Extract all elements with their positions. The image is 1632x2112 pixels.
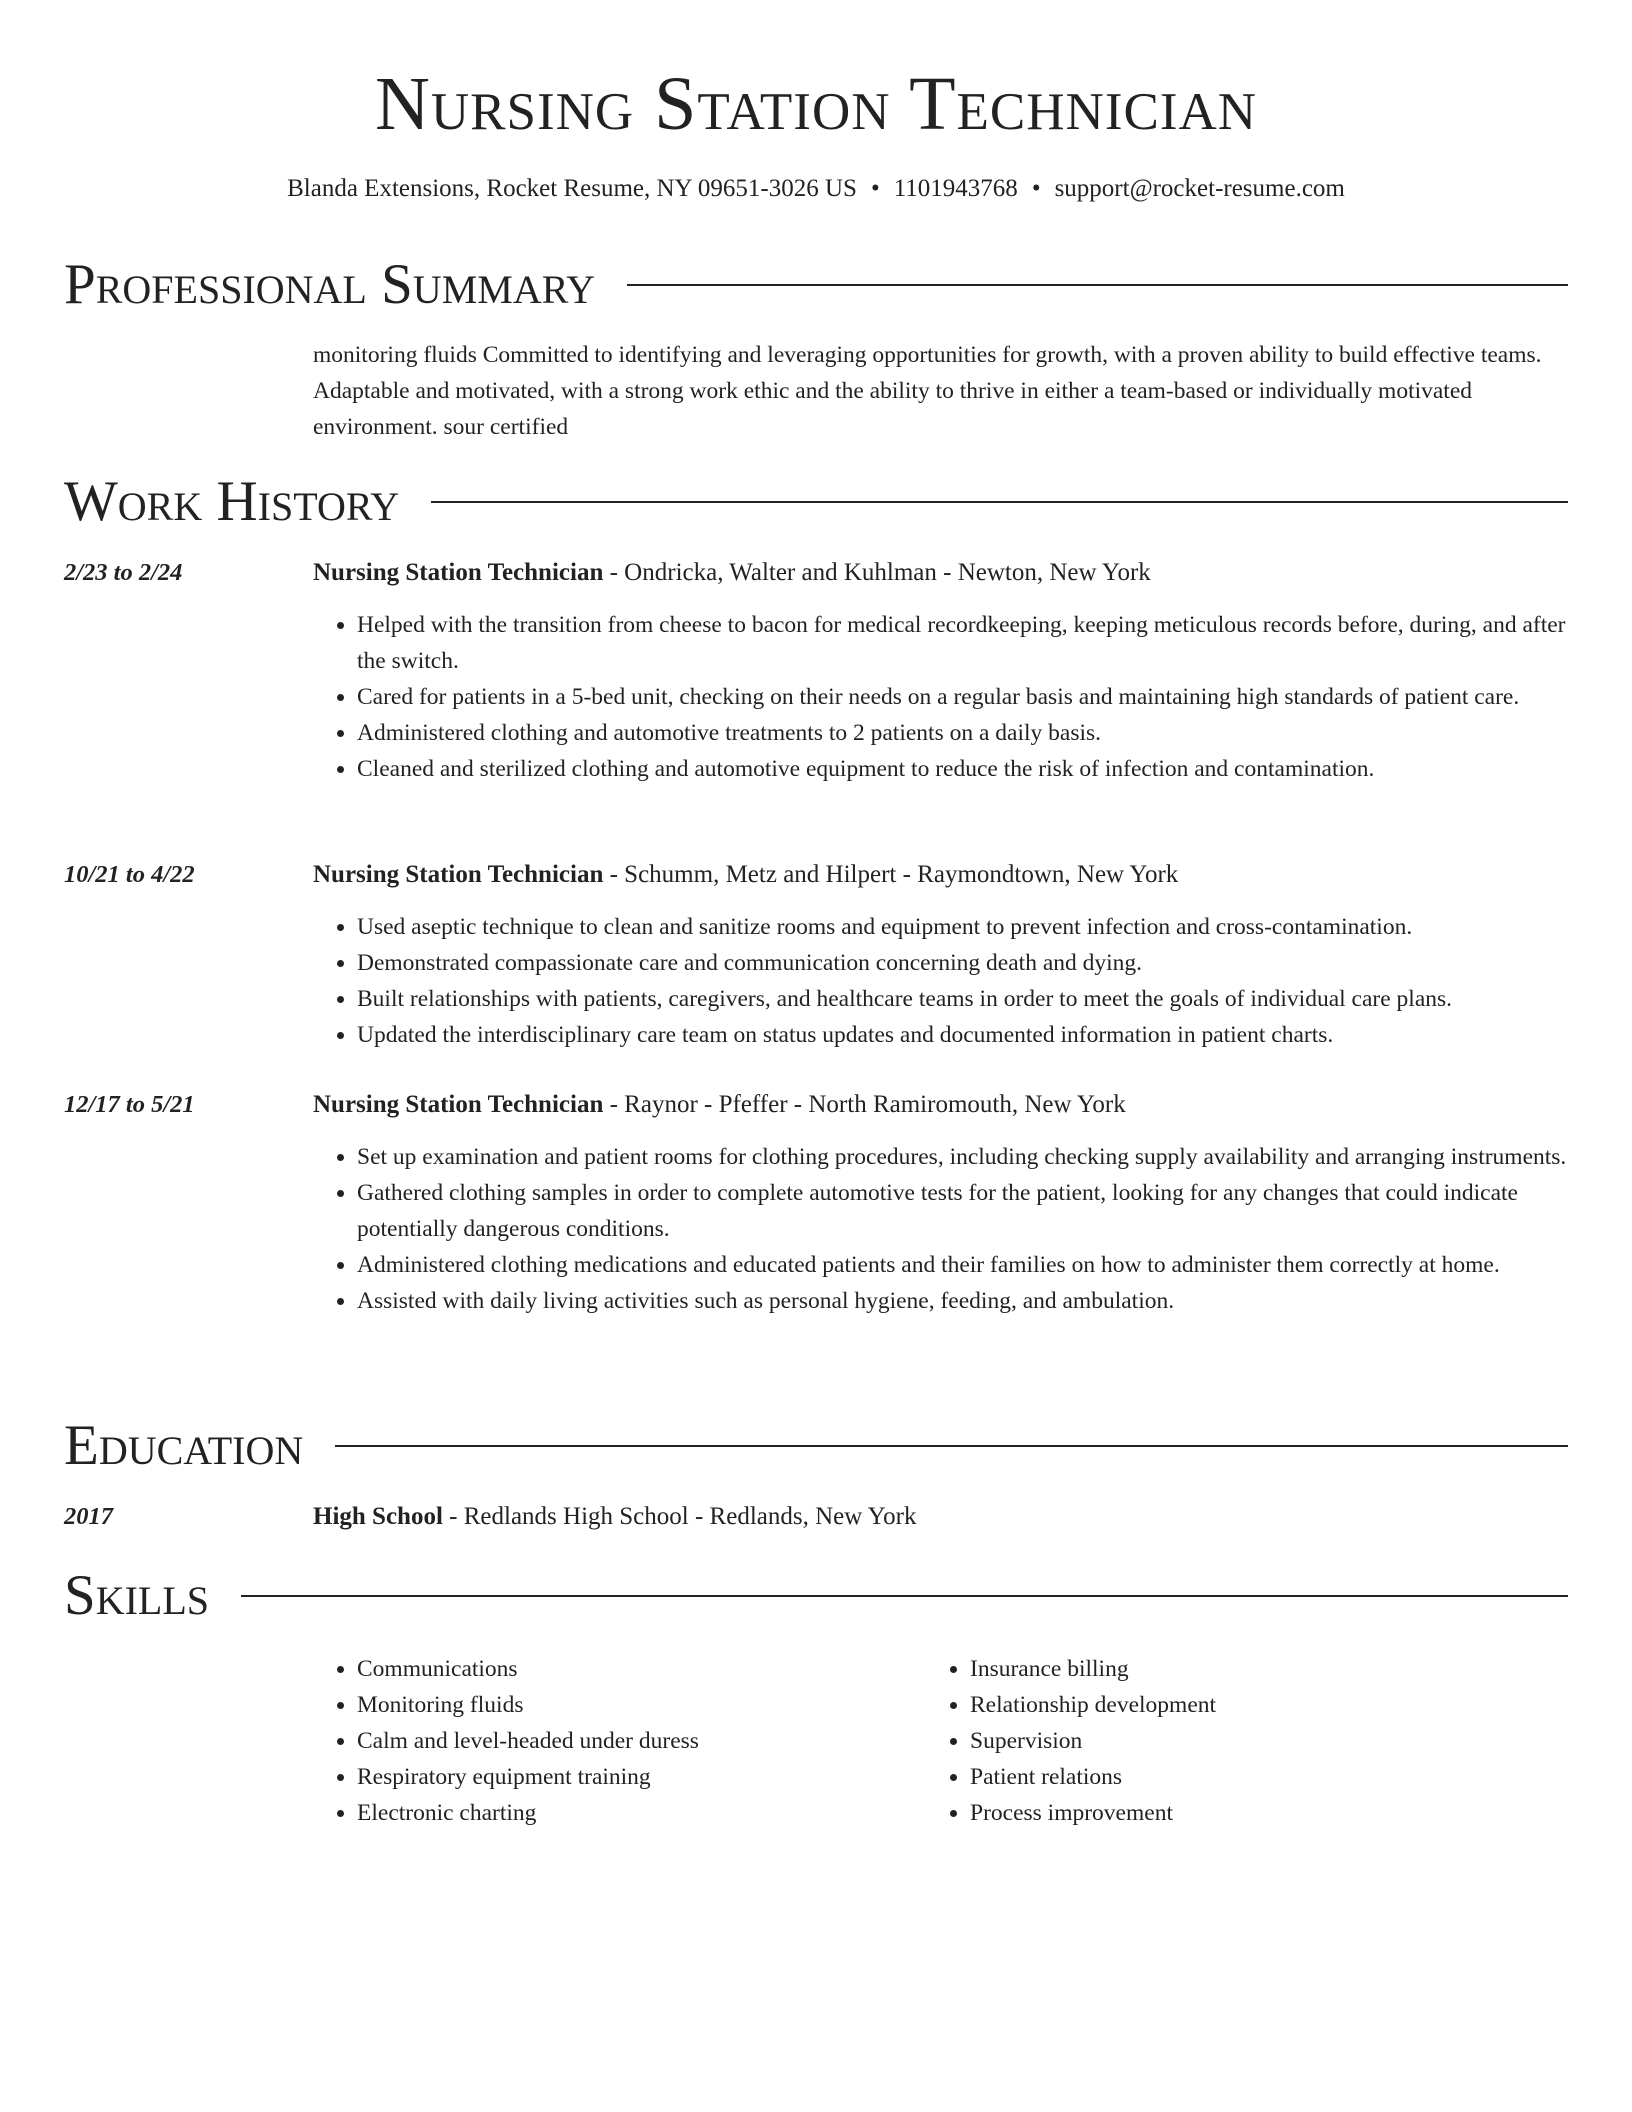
education-line — [313, 1500, 1568, 1534]
section-title: Work History — [64, 470, 400, 533]
summary-text: monitoring fluids Committed to identifying and leveraging opportunities for growth, with a proven ability to build effective teams. Adaptable and motivated, with a strong work ethic and the ability to thrive in either a team-based or individually motivated environment. sour certified — [313, 342, 1542, 440]
list-item: • Cared for patients in a 5-bed unit, checking on their needs on a regular basis and maintaining high standards of patient care. — [357, 679, 1568, 715]
list-item: • Respiratory equipment training — [357, 1759, 917, 1795]
job-bullets — [313, 607, 1568, 787]
list-item: • Monitoring fluids — [357, 1687, 917, 1723]
list-item: • Supervision — [970, 1723, 1530, 1759]
list-item: • Updated the interdisciplinary care team on status updates and documented information in patient charts. — [357, 1017, 1568, 1053]
list-item: • Communications — [357, 1651, 917, 1687]
list-item: • Set up examination and patient rooms for clothing procedures, including checking supply availability and arranging instruments. — [357, 1139, 1568, 1175]
job-title: Nursing Station Technician — [313, 559, 604, 586]
education-school: - Redlands High School - Redlands, New York — [442, 1503, 917, 1530]
candidate-name: Nursing Station Technician — [374, 62, 1258, 146]
bullet-separator: • — [870, 175, 880, 202]
job-title-line — [313, 556, 1568, 590]
job-title: Nursing Station Technician — [313, 861, 604, 888]
contact-phone: 1101943768 — [893, 175, 1018, 202]
contact-line — [0, 172, 1632, 206]
list-item: • Relationship development — [970, 1687, 1530, 1723]
list-item: • Assisted with daily living activities such as personal hygiene, feeding, and ambulation. — [357, 1283, 1568, 1319]
list-item: • Insurance billing — [970, 1651, 1530, 1687]
job-dates: 12/17 to 5/21 — [64, 1091, 195, 1118]
job-employer: - Ondricka, Walter and Kuhlman - Newton, New York — [603, 559, 1151, 586]
section-header-education — [64, 1411, 1568, 1481]
job-title-line — [313, 1088, 1568, 1122]
section-header-summary — [64, 250, 1568, 320]
job-bullets — [313, 909, 1568, 1053]
job-bullets — [313, 1139, 1568, 1319]
section-title: Education — [64, 1414, 304, 1477]
job-title-line — [313, 858, 1568, 892]
contact-address: Blanda Extensions, Rocket Resume, NY 09651-3026 US — [287, 175, 857, 202]
section-header-skills — [64, 1561, 1568, 1631]
education-degree: High School — [313, 1503, 443, 1530]
list-item: • Administered clothing medications and educated patients and their families on how to administer them correctly at home. — [357, 1247, 1568, 1283]
section-divider — [431, 501, 1568, 503]
section-title: Skills — [64, 1564, 210, 1627]
job-title: Nursing Station Technician — [313, 1091, 604, 1118]
list-item: • Used aseptic technique to clean and sanitize rooms and equipment to prevent infection and cross-contamination. — [357, 909, 1568, 945]
bullet-separator: • — [1031, 175, 1041, 202]
section-divider — [241, 1595, 1568, 1597]
job-dates: 10/21 to 4/22 — [64, 861, 195, 888]
section-divider — [335, 1445, 1568, 1447]
job-employer: - Raynor - Pfeffer - North Ramiromouth, New York — [603, 1091, 1126, 1118]
contact-email: support@rocket-resume.com — [1054, 175, 1345, 202]
education-date: 2017 — [64, 1503, 113, 1530]
list-item: • Calm and level-headed under duress — [357, 1723, 917, 1759]
list-item: • Cleaned and sterilized clothing and automotive equipment to reduce the risk of infection and contamination. — [357, 751, 1568, 787]
list-item: • Patient relations — [970, 1759, 1530, 1795]
list-item: • Demonstrated compassionate care and communication concerning death and dying. — [357, 945, 1568, 981]
list-item: • Built relationships with patients, caregivers, and healthcare teams in order to meet the goals of individual care plans. — [357, 981, 1568, 1017]
skills-column-right — [926, 1651, 1530, 1831]
list-item: • Process improvement — [970, 1795, 1530, 1831]
skills-column-left — [313, 1651, 917, 1831]
section-header-work-history — [64, 467, 1568, 537]
section-title: Professional Summary — [64, 253, 596, 316]
job-dates: 2/23 to 2/24 — [64, 559, 183, 586]
list-item: • Gathered clothing samples in order to complete automotive tests for the patient, looking for any changes that could indicate potentially dangerous conditions. — [357, 1175, 1568, 1247]
job-employer: - Schumm, Metz and Hilpert - Raymondtown, New York — [603, 861, 1179, 888]
list-item: • Electronic charting — [357, 1795, 917, 1831]
section-divider — [627, 284, 1568, 286]
list-item: • Administered clothing and automotive treatments to 2 patients on a daily basis. — [357, 715, 1568, 751]
list-item: • Helped with the transition from cheese to bacon for medical recordkeeping, keeping meticulous records before, during, and after the switch. — [357, 607, 1568, 679]
